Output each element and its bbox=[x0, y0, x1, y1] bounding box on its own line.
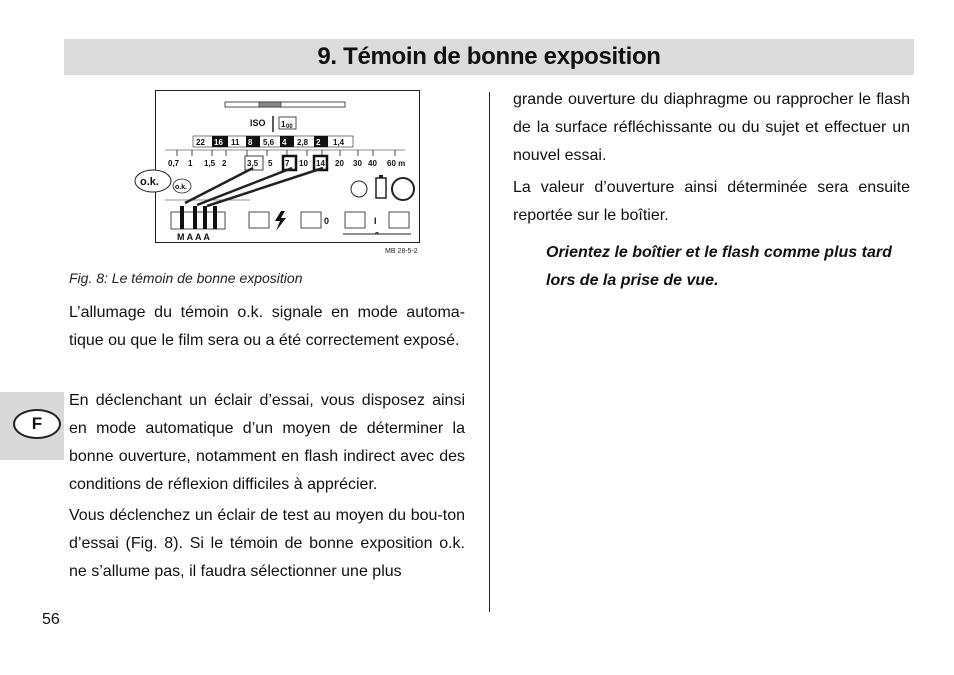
aperture-value: 22 bbox=[196, 138, 205, 147]
aperture-value: 8 bbox=[248, 138, 253, 147]
page-number: 56 bbox=[42, 611, 60, 628]
aperture-value: 2,8 bbox=[297, 138, 309, 147]
distance-value: 7 bbox=[285, 159, 290, 168]
distance-value: 1,5 bbox=[204, 159, 216, 168]
zero-label: 0 bbox=[324, 216, 330, 226]
distance-value: 40 bbox=[368, 159, 377, 168]
distance-value: 2 bbox=[222, 159, 227, 168]
distance-value: 14 bbox=[316, 159, 325, 168]
iso-label: ISO bbox=[250, 118, 266, 128]
left-paragraph-2: En déclenchant un éclair d’essai, vous disposez ainsi en mode automatique d’un moyen de déterminer la bonne ouverture, notamment en flash indirect avec des conditions de réflexion difficiles à apprécier. bbox=[69, 392, 465, 493]
box-right-2 bbox=[389, 212, 409, 228]
distance-value: 5 bbox=[268, 159, 273, 168]
distance-value: 1 bbox=[188, 159, 193, 168]
left-paragraph-1: L’allumage du témoin o.k. signale en mode automa-tique ou que le film sera ou a été correctement exposé. bbox=[69, 304, 465, 349]
ok-big-label: o.k. bbox=[140, 176, 159, 188]
ready-light-icon bbox=[351, 181, 367, 197]
language-tab bbox=[0, 392, 64, 460]
aperture-value: 11 bbox=[231, 138, 240, 147]
column-divider bbox=[489, 92, 490, 612]
scale-slider-knob bbox=[259, 102, 281, 107]
iso-value-1: 1 bbox=[281, 120, 286, 129]
box-right-1 bbox=[345, 212, 365, 228]
circle-icon bbox=[392, 178, 414, 200]
iso-value-2: 00 bbox=[286, 124, 293, 130]
figure-code: MB 28-5-2 bbox=[385, 248, 418, 255]
figure-flash-display bbox=[140, 90, 420, 243]
ok-small-label: o.k. bbox=[175, 184, 188, 191]
page-title: 9. Témoin de bonne exposition bbox=[317, 43, 661, 70]
aperture-value: 2 bbox=[316, 138, 321, 147]
aperture-value: 16 bbox=[214, 138, 223, 147]
aperture-value: 5,6 bbox=[263, 138, 275, 147]
scale-slider bbox=[225, 102, 345, 107]
language-tab-letter: F bbox=[13, 409, 61, 439]
instruction-text: Orientez le boîtier et le flash comme plus tard lors de la prise de vue. bbox=[546, 244, 892, 289]
mode-letters: M A A A bbox=[177, 232, 210, 242]
i-label: I bbox=[374, 216, 377, 226]
distance-value: 30 bbox=[353, 159, 362, 168]
zero-box bbox=[301, 212, 321, 228]
right-paragraph-2: La valeur d’ouverture ainsi déterminée sera ensuite reportée sur le boîtier. bbox=[513, 179, 910, 224]
distance-value: 0,7 bbox=[168, 159, 180, 168]
distance-value: 60 m bbox=[387, 159, 406, 168]
left-paragraph-3: Vous déclenchez un éclair de test au moyen du bou-ton d’essai (Fig. 8). Si le témoin de bonne exposition o.k. ne s’allume pas, il faudra sélectionner une plus bbox=[69, 507, 465, 580]
aperture-row bbox=[196, 136, 345, 147]
aperture-value: 4 bbox=[282, 138, 287, 147]
flash-box bbox=[249, 212, 269, 228]
figure-caption: Fig. 8: Le témoin de bonne exposition bbox=[69, 270, 303, 286]
distance-value: 10 bbox=[299, 159, 308, 168]
distance-value: 20 bbox=[335, 159, 344, 168]
distance-value: 3,5 bbox=[247, 159, 259, 168]
battery-icon bbox=[376, 178, 386, 198]
title-bar bbox=[64, 39, 914, 75]
aperture-value: 1,4 bbox=[333, 138, 345, 147]
right-paragraph-1: grande ouverture du diaphragme ou rapprocher le flash de la surface réfléchissante ou du sujet et effectuer un nouvel essai. bbox=[513, 91, 910, 164]
distance-row bbox=[168, 156, 405, 170]
